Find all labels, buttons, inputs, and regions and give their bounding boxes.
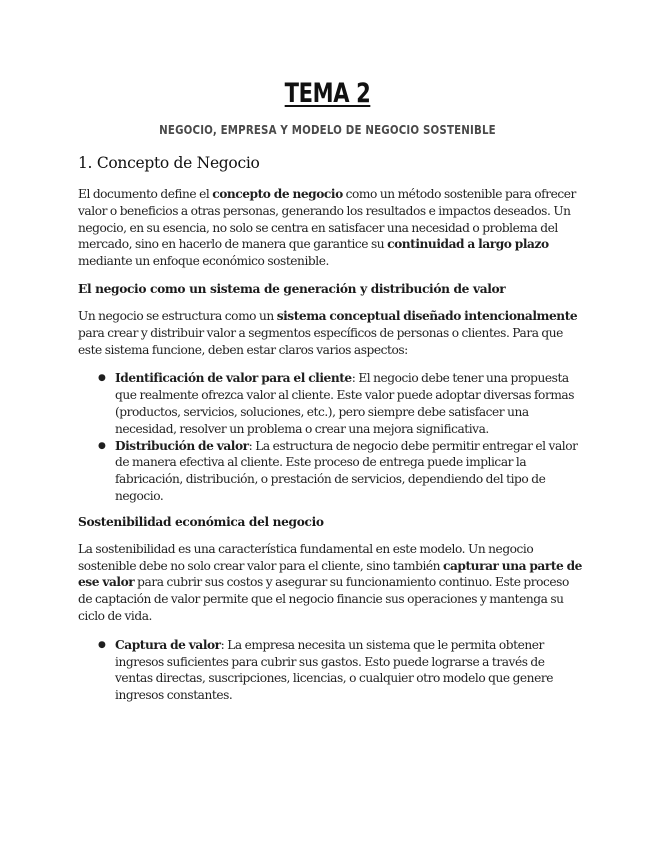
list-item xyxy=(98,637,583,704)
page-subtitle: NEGOCIO, EMPRESA Y MODELO DE NEGOCIO SOSTENIBLE xyxy=(159,122,496,137)
subsection-heading: Sostenibilidad económica del negocio xyxy=(78,514,324,529)
bold-run: capturar una parte de ese valor xyxy=(78,558,582,590)
list-item xyxy=(98,370,583,437)
text-run: La sostenibilidad es una característica fundamental en este modelo. Un negocio sostenible debe no solo crear valor para el cliente, sino también xyxy=(78,541,534,573)
page-title: TEMA 2 xyxy=(284,78,371,109)
text-run: como un método sostenible para ofrecer valor o beneficios a otras personas, generando los resultados e impactos deseados. Un negocio, en su esencia, no solo se centra en satisfacer una necesidad o problema del mercado, sino en hacerlo de manera que garantice su xyxy=(78,187,576,252)
bold-run: concepto de negocio xyxy=(212,187,343,201)
subsection-paragraph xyxy=(78,308,583,358)
bold-run: Captura de valor xyxy=(115,637,221,652)
text-run: para crear y distribuir valor a segmentos específicos de personas o clientes. Para que este sistema funcione, deben estar claros varios aspectos: xyxy=(78,325,563,357)
text-run: : El negocio debe tener una propuesta que realmente ofrezca valor al cliente. Este valor puede adoptar diversas formas (productos, servicios, soluciones, etc.), pero siempre debe satisfacer una necesidad, resolver un problema o crear una mejora significativa. xyxy=(115,371,575,436)
text-run: para cubrir sus costos y asegurar su funcionamiento continuo. Este proceso de captación de valor permite que el negocio financie sus operaciones y mantenga su ciclo de vida. xyxy=(78,575,569,623)
text-run: mediante un enfoque económico sostenible. xyxy=(78,254,329,269)
text-run: : La empresa necesita un sistema que le permita obtener ingresos suficientes para cubrir sus gastos. Esto puede lograrse a través de ventas directas, suscripciones, licencias, o cualquier otro modelo que genere ingresos constantes. xyxy=(115,637,553,703)
bullet-icon: ● xyxy=(98,440,106,451)
bullet-list xyxy=(78,370,583,504)
bold-run: sistema conceptual diseñado intencionalmente xyxy=(276,308,578,323)
bold-run: continuidad a largo plazo xyxy=(387,237,549,252)
subsection-heading: El negocio como un sistema de generación y distribución de valor xyxy=(78,281,506,296)
list-item xyxy=(98,438,583,505)
section-heading: 1. Concepto de Negocio xyxy=(78,154,260,172)
text-run: El documento define el xyxy=(78,187,213,201)
intro-paragraph xyxy=(78,186,583,270)
bullet-icon: ● xyxy=(98,373,106,384)
bullet-list xyxy=(78,637,583,704)
text-run: : La estructura de negocio debe permitir entregar el valor de manera efectiva al cliente. Este proceso de entrega puede implicar la fabricación, distribución, o prestación de servicios, dependiendo del tipo de negocio. xyxy=(115,438,578,503)
subsection-paragraph xyxy=(78,541,583,625)
bold-run: Distribución de valor xyxy=(115,438,249,453)
text-run: Un negocio se estructura como un xyxy=(78,308,277,323)
document-body xyxy=(78,154,583,714)
bold-run: Identificación de valor para el cliente xyxy=(115,371,352,386)
bullet-icon: ● xyxy=(98,639,106,650)
